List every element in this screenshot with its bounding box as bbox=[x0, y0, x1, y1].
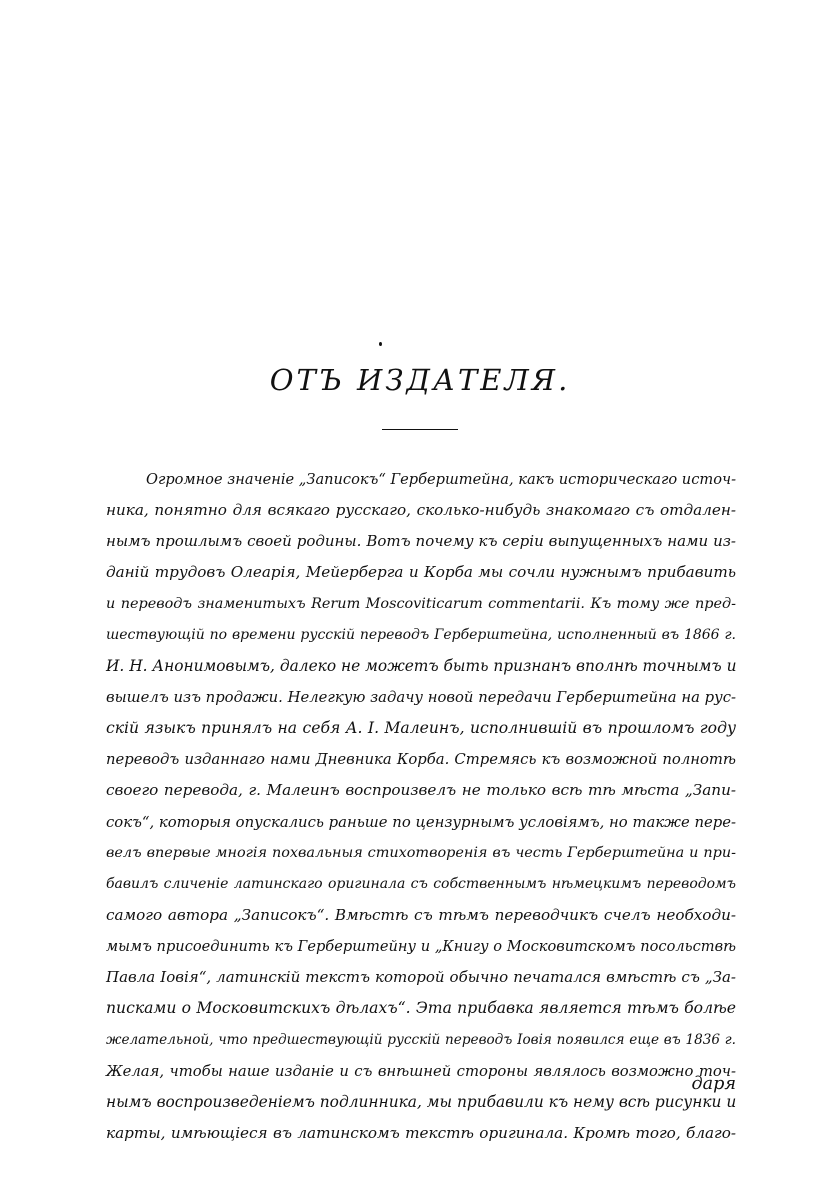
text-line: нымъ воспроизведеніемъ подлинника, мы прибавили къ нему всѣ рисунки и bbox=[106, 1092, 737, 1111]
text-line: Огромное значеніе „Записокъ“ Герберштейна, какъ историческаго источ- bbox=[146, 471, 736, 488]
page-title: ОТЪ ИЗДАТЕЛЯ. bbox=[269, 363, 571, 397]
text-line: своего перевода, г. Малеинъ воспроизвелъ не только всѣ тѣ мѣста „Запи- bbox=[106, 781, 736, 800]
text-line: и переводъ знаменитыхъ Rerum Moscoviticarum commentarii. Къ тому же пред- bbox=[106, 595, 736, 612]
text-line: бавилъ сличеніе латинскаго оригинала съ собственнымъ нѣмецкимъ переводомъ bbox=[106, 875, 736, 892]
text-line: вышелъ изъ продажи. Нелегкую задачу новой передачи Герберштейна на рус- bbox=[106, 688, 736, 706]
body-paragraph bbox=[106, 464, 736, 1149]
text-line: сокъ“, которыя опускались раньше по цензурнымъ условіямъ, но также пере- bbox=[106, 813, 736, 831]
text-line: мымъ присоединить къ Герберштейну и „Книгу о Московитскомъ посольствѣ bbox=[106, 938, 736, 956]
text-line: Павла Іовія“, латинскій текстъ которой обычно печатался вмѣстѣ съ „За- bbox=[106, 968, 736, 987]
text-line: самого автора „Записокъ“. Вмѣстѣ съ тѣмъ переводчикъ счелъ необходи- bbox=[106, 905, 736, 924]
text-line: желательной, что предшествующій русскій переводъ Іовія появился еще въ 1836 г. bbox=[106, 1031, 736, 1048]
text-line: карты, имѣющіеся въ латинскомъ текстѣ оригинала. Кромѣ того, благо- bbox=[106, 1123, 736, 1142]
text-line: велъ впервые многія похвальныя стихотворенія въ честь Герберштейна и при- bbox=[106, 844, 736, 861]
text-line: шествующій по времени русскій переводъ Герберштейна, исполненный въ 1866 г. bbox=[106, 626, 736, 643]
catchword: даря bbox=[691, 1074, 736, 1094]
text-line: И. Н. Анонимовымъ, далеко не можетъ быть признанъ вполнѣ точнымъ и bbox=[106, 656, 737, 675]
text-line: ника, понятно для всякаго русскаго, сколько-нибудь знакомаго съ отдален- bbox=[106, 501, 736, 520]
text-line: даній трудовъ Олеарія, Мейерберга и Корба мы сочли нужнымъ прибавить bbox=[106, 563, 736, 582]
text-line: переводъ изданнаго нами Дневника Корба. Стремясь къ возможной полнотѣ bbox=[106, 751, 736, 769]
title-divider bbox=[382, 429, 458, 430]
text-line: Желая, чтобы наше изданіе и съ внѣшней стороны являлось возможно точ- bbox=[106, 1062, 736, 1080]
text-line: нымъ прошлымъ своей родины. Вотъ почему къ серіи выпущенныхъ нами из- bbox=[106, 532, 736, 551]
text-line: скій языкъ принялъ на себя А. I. Малеинъ, исполнившій въ прошломъ году bbox=[106, 719, 736, 738]
text-line: писками о Московитскихъ дѣлахъ“. Эта прибавка является тѣмъ болѣе bbox=[106, 999, 736, 1018]
print-speck bbox=[379, 342, 382, 346]
